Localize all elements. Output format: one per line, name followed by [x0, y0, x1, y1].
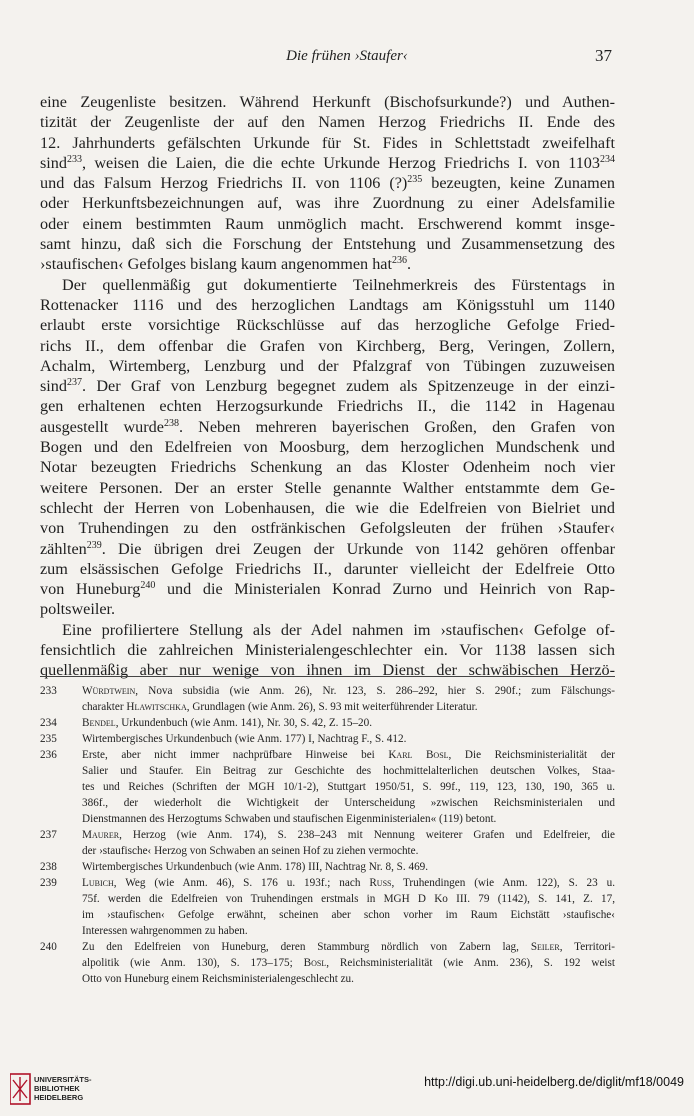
footnotes — [40, 683, 615, 987]
footnote-reference[interactable]: 236 — [391, 255, 407, 267]
footnote-text-run: 75f. werden die Edelfreien von Truhendingen erstmals in MGH D Ko III. 79 (1142), S. 141, Z. 17, — [82, 893, 615, 905]
library-name-line: BIBLIOTHEK — [34, 1084, 80, 1093]
footnote-line — [82, 683, 615, 699]
body-line — [40, 315, 615, 335]
body-text-run: ausgestellt wurde — [40, 417, 164, 436]
author-name: Russ — [369, 877, 392, 889]
footnote-number: 237 — [40, 829, 57, 841]
body-line — [40, 234, 615, 254]
author-name: Maurer — [82, 829, 120, 841]
body-text-run: sind — [40, 153, 67, 172]
footnote — [40, 683, 615, 715]
body-text-run: richs II., dem offenbar die Grafen von Kirchberg, Berg, Veringen, Zollern, — [40, 336, 615, 355]
body-text-run: Eine profiliertere Stellung als der Adel nahmen im ›staufischen‹ Gefolge of- — [62, 620, 615, 639]
footnote-text-run: , Weg (wie Anm. 46), S. 176 u. 193f.; nach — [113, 877, 370, 889]
footnote-number: 234 — [40, 717, 57, 729]
body-line — [40, 193, 615, 213]
footnote-line — [82, 763, 615, 779]
body-line — [40, 518, 615, 538]
footnote-text-run: Wirtembergisches Urkundenbuch (wie Anm. 178) III, Nachtrag Nr. 8, S. 469. — [82, 861, 429, 873]
footnote-text-run: Dienstmannen des Herzogtums Schwaben und staufischen Eigenministerialen« (119) betont. — [82, 813, 497, 825]
body-line — [40, 559, 615, 579]
footnote — [40, 715, 615, 731]
footnote-reference[interactable]: 240 — [140, 580, 156, 592]
footnote-number: 239 — [40, 877, 57, 889]
body-text-run: tizität der Zeugenliste der auf den Namen Herzog Friedrichs II. Ende des — [40, 113, 615, 132]
footnote-text-run: , Herzog (wie Anm. 174), S. 238–243 mit Nennung weiterer Grafen und Edelfreier, die — [119, 829, 615, 841]
body-text-run: . Der Graf von Lenzburg begegnet zudem als Spitzenzeuge in der einzi- — [82, 377, 615, 396]
footnote — [40, 827, 615, 859]
body-text-run: fensichtlich die zahlreichen Ministerialengeschlechter ein. Vor 1138 lassen sich — [40, 641, 615, 660]
footnote-line — [82, 731, 615, 747]
footnote-separator — [40, 676, 615, 677]
footnote-text-run: , Grundlagen (wie Anm. 26), S. 93 mit weiterführender Literatur. — [186, 701, 478, 713]
footnote-text-run: , Die Reichsministerialität der — [448, 749, 615, 761]
footnote — [40, 747, 615, 827]
footnote — [40, 859, 615, 875]
footnote-line — [82, 811, 615, 827]
footnote-text-run: Otto von Huneburg einem Reichsministerialengeschlecht zu. — [82, 973, 354, 985]
body-text-run: quellenmäßig aber nur wenige von ihnen im Dienst der schwäbischen Herzö- — [40, 661, 615, 680]
body-text-run: sind — [40, 377, 67, 396]
body-text-run: 12. Jahrhunderts gefälschten Urkunde für St. Fides in Schlettstadt zweifelhaft — [40, 133, 615, 152]
body-text-run: Achalm, Wirtemberg, Lenzburg und der Pfalzgraf von Tübingen zuzuweisen — [40, 356, 615, 375]
running-title: Die frühen ›Staufer‹ — [286, 48, 408, 64]
footnote-line — [82, 955, 615, 971]
footnote-number: 236 — [40, 749, 57, 761]
body-text-run: schlecht der Herren von Lobenhausen, die wie die Edelfreien von Bielriet und — [40, 498, 615, 517]
footnote-text-run: Erste, aber nicht immer nachprüfbare Hinweise bei — [82, 749, 389, 761]
author-name: Bosl — [303, 957, 327, 969]
author-name: Hlawitschka — [126, 701, 187, 713]
body-text-run: von Huneburg — [40, 580, 141, 599]
footnote-number: 233 — [40, 685, 57, 697]
footnote-text-run: , Reichsministerialität (wie Anm. 236), S. 192 weist — [326, 957, 615, 969]
body-text-run: zum elsässischen Gefolge Friedrichs II., darunter vielleicht der Edelfreie Otto — [40, 559, 615, 578]
author-name: Bendel — [82, 717, 116, 729]
body-text-run: und die Ministerialen Konrad Zurno und Heinrich von Rap- — [155, 580, 615, 599]
footnote-text-run: , Truhendingen (wie Anm. 122), S. 23 u. — [391, 877, 615, 889]
footnote-text-run: , Urkundenbuch (wie Anm. 141), Nr. 30, S. 42, Z. 15–20. — [115, 717, 373, 729]
body-line — [40, 579, 615, 599]
footnote-line — [82, 875, 615, 891]
footnote-number: 238 — [40, 861, 57, 873]
body-text-run: eine Zeugenliste besitzen. Während Herkunft (Bischofsurkunde?) und Authen- — [40, 93, 615, 111]
footnote — [40, 875, 615, 939]
body-line — [40, 396, 615, 416]
body-text-run: erlaubt erste vorsichtige Rückschlüsse auf das herzogliche Gefolge Fried- — [40, 316, 615, 335]
body-line — [40, 437, 615, 457]
library-name — [34, 1075, 92, 1102]
body-text-run: samt hinzu, daß sich die Forschung der Entstehung und Zusammensetzung des — [40, 235, 615, 254]
footnote-text-run: , Nova subsidia (wie Anm. 26), Nr. 123, S. 286–292, hier S. 290f.; zum Fälschungs- — [135, 685, 615, 697]
footnote-text-run: , Territori- — [559, 941, 615, 953]
main-body-text — [40, 92, 615, 681]
footnote-text-run: 386f., der wiederholt die Wichtigkeit der Unterscheidung »zwischen Reichsministerialen und — [82, 797, 615, 809]
body-line — [40, 153, 615, 173]
body-text-run: oder Herkunftsbezeichnungen auf, was ihre Zuordnung zu einer Adelsfamilie — [40, 194, 615, 213]
footnote-line — [82, 923, 615, 939]
footnote-text-run: Zu den Edelfreien von Huneburg, deren Stammburg nördlich von Zabern lag, — [82, 941, 531, 953]
footnote-line — [82, 859, 615, 875]
body-text-run: zählten — [40, 539, 87, 558]
body-text-run: gen erhaltenen echten Herzogsurkunde Friedrichs II., die 1142 in Hagenau — [40, 397, 615, 416]
body-line — [40, 539, 615, 559]
running-header — [0, 46, 694, 70]
footnote-reference[interactable]: 234 — [600, 153, 615, 165]
footnote-reference[interactable]: 233 — [67, 153, 82, 165]
footnote-text-run: Salier und Staufer. Ein Beitrag zur Geschichte des hochmittelalterlichen deutschen Volkes, Staa- — [82, 765, 615, 777]
body-text-run: und das Falsum Herzog Friedrichs II. von 1106 (?) — [40, 174, 408, 193]
library-name-line: UNIVERSITÄTS- — [34, 1075, 92, 1084]
footnote-line — [82, 795, 615, 811]
footnote-text-run: der ›staufische‹ Herzog von Schwaben an seinen Hof zu ziehen vermochte. — [82, 845, 419, 857]
footnote-line — [82, 891, 615, 907]
footnote — [40, 731, 615, 747]
body-text-run: Notar bezeugten Friedrichs Schenkung an das Kloster Odenheim noch vier — [40, 458, 615, 477]
body-line — [40, 133, 615, 153]
footnote-text-run: tes und Reiches (Schriften der MGH 10/1-2), Stuttgart 1950/51, S. 99f., 119, 123, 130, 190, 365 u. — [82, 781, 615, 793]
author-name: Würdtwein — [82, 685, 136, 697]
body-line — [40, 214, 615, 234]
body-text-run: . — [406, 255, 412, 274]
body-line — [40, 376, 615, 396]
footnote-line — [82, 699, 615, 715]
body-line — [40, 599, 615, 619]
body-line — [40, 417, 615, 437]
body-text-run: bezeugten, keine Zunamen — [422, 174, 616, 193]
footnote-reference[interactable]: 239 — [86, 539, 102, 551]
footnote-line — [82, 907, 615, 923]
author-name: Karl Bosl — [388, 749, 449, 761]
body-line — [40, 295, 615, 315]
body-text-run: . Die übrigen drei Zeugen der Urkunde von 1142 gehören offenbar — [101, 539, 615, 558]
body-text-run: Der quellenmäßig gut dokumentierte Teilnehmerkreis des Fürstentags in — [62, 275, 615, 294]
body-text-run: , weisen die Laien, die die echte Urkunde Herzog Friedrichs I. von 1103 — [82, 153, 600, 172]
footnote — [40, 939, 615, 987]
body-line — [40, 356, 615, 376]
footnote-text-run: Interessen wahrgenommen zu haben. — [82, 925, 248, 937]
body-line — [40, 336, 615, 356]
library-name-line: HEIDELBERG — [34, 1093, 84, 1102]
logo-mark — [13, 1077, 27, 1101]
body-line — [40, 640, 615, 660]
footnote-line — [82, 827, 615, 843]
body-line — [40, 498, 615, 518]
body-line — [40, 254, 615, 274]
author-name: Lubich — [82, 877, 114, 889]
footnote-line — [82, 843, 615, 859]
footnote-number: 240 — [40, 941, 57, 953]
body-text-run: von Truhendingen zu den ostfränkischen Gefolgsleuten der frühen ›Staufer‹ — [40, 519, 615, 538]
footnote-text-run: charakter — [82, 701, 127, 713]
footnote-reference[interactable]: 237 — [67, 377, 82, 389]
body-line — [40, 92, 615, 112]
footnote-reference[interactable]: 238 — [163, 417, 179, 429]
body-line — [40, 457, 615, 477]
body-text-run: ›staufischen‹ Gefolges bislang kaum angenommen hat — [40, 255, 392, 274]
body-text-run: weitere Personen. Der an erster Stelle genannte Walther entstammte dem Ge- — [40, 478, 615, 497]
footnote-reference[interactable]: 235 — [407, 174, 423, 186]
footnote-line — [82, 779, 615, 795]
body-line — [40, 275, 615, 295]
footnote-line — [82, 971, 615, 987]
body-line — [40, 478, 615, 498]
body-line — [40, 112, 615, 132]
footnote-text-run: im ›staufischen‹ Gefolge erwähnt, scheinen aber schon vorher im Raum Eichstätt ›staufische‹ — [82, 909, 615, 921]
body-text-run: . Neben mehreren bayerischen Großen, den Grafen von — [178, 417, 615, 436]
body-text-run: oder einem bestimmten Raum unmöglich macht. Erschwerend kommt insge- — [40, 214, 615, 233]
footnote-text-run: alpolitik (wie Anm. 130), S. 173–175; — [82, 957, 304, 969]
body-text-run: Rottenacker 1116 und des herzoglichen Landtags am Königsstuhl um 1140 — [40, 295, 615, 314]
source-url-link[interactable]: http://digi.ub.uni-heidelberg.de/diglit/mf18/0049 — [424, 1075, 684, 1089]
body-line — [40, 173, 615, 193]
footnote-line — [82, 747, 615, 763]
page-number: 37 — [595, 46, 612, 65]
footnote-number: 235 — [40, 733, 57, 745]
footnote-text-run: Wirtembergisches Urkundenbuch (wie Anm. 177) I, Nachtrag F., S. 412. — [82, 733, 407, 745]
body-text-run: Bogen und den Edelfreien von Moosburg, dem herzoglichen Mundschenk und — [40, 438, 615, 457]
body-line — [40, 620, 615, 640]
footnote-line — [82, 939, 615, 955]
body-text-run: poltsweiler. — [40, 600, 116, 619]
author-name: Seiler — [530, 941, 560, 953]
footnote-line — [82, 715, 615, 731]
body-line — [40, 660, 615, 680]
